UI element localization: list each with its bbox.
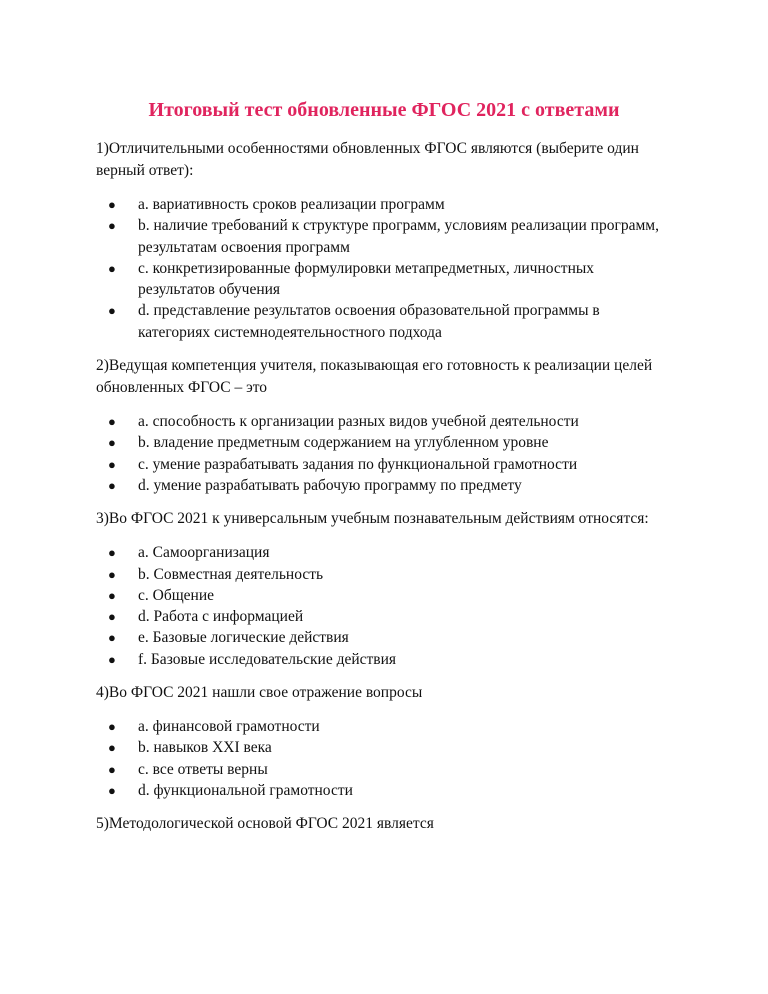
answer-text: a. способность к организации разных видов учебной деятельности	[138, 413, 579, 431]
answer-item	[96, 300, 672, 343]
answer-list	[96, 194, 672, 343]
question-4	[96, 682, 672, 801]
question-2	[96, 355, 672, 496]
answer-text: a. финансовой грамотности	[138, 718, 320, 736]
answer-list	[96, 542, 672, 670]
answer-item	[96, 258, 672, 301]
question-text: 4)Во ФГОС 2021 нашли свое отражение вопросы	[96, 684, 423, 702]
bullet-icon: ●	[108, 477, 116, 493]
answer-text: d. функциональной грамотности	[138, 781, 353, 799]
answer-text: d. представление результатов освоения образовательной программы в категориях системнодеятельностного подхода	[138, 302, 600, 341]
bullet-icon: ●	[108, 651, 116, 667]
bullet-icon: ●	[108, 566, 116, 582]
answer-item	[96, 194, 672, 215]
document-title: Итоговый тест обновленные ФГОС 2021 с ответами	[148, 99, 620, 121]
answer-text: c. все ответы верны	[138, 760, 268, 778]
answer-list	[96, 716, 672, 801]
answer-text: c. Общение	[138, 586, 214, 604]
question-text: 5)Методологической основой ФГОС 2021 является	[96, 815, 434, 833]
answer-text: d. Работа с информацией	[138, 608, 304, 626]
answer-item	[96, 627, 672, 648]
answer-item	[96, 606, 672, 627]
answer-item	[96, 780, 672, 801]
question-1	[96, 138, 672, 343]
question-5	[96, 813, 672, 835]
answer-text: e. Базовые логические действия	[138, 629, 349, 647]
answer-item	[96, 215, 672, 258]
answer-item	[96, 542, 672, 563]
answer-item	[96, 585, 672, 606]
question-3	[96, 508, 672, 670]
answer-text: c. конкретизированные формулировки метапредметных, личностных результатов обучения	[138, 259, 595, 299]
answer-item	[96, 737, 672, 758]
bullet-icon: ●	[108, 630, 116, 646]
question-text: 1)Отличительными особенностями обновленных ФГОС являются (выберите один верный ответ):	[96, 140, 639, 179]
bullet-icon: ●	[108, 197, 116, 212]
bullet-icon: ●	[108, 414, 116, 430]
answer-item	[96, 759, 672, 780]
bullet-icon: ●	[108, 303, 116, 319]
answer-text: f. Базовые исследовательские действия	[138, 650, 397, 668]
bullet-icon: ●	[108, 435, 116, 451]
answer-item	[96, 454, 672, 475]
question-text: 3)Во ФГОС 2021 к универсальным учебным познавательным действиям относятся:	[96, 510, 649, 528]
question-text: 2)Ведущая компетенция учителя, показывающая его готовность к реализации целей обновленных ФГОС – это	[96, 357, 653, 397]
answer-text: d. умение разрабатывать рабочую программу по предмету	[138, 476, 522, 494]
bullet-icon: ●	[108, 609, 116, 625]
answer-text: b. Совместная деятельность	[138, 565, 324, 583]
bullet-icon: ●	[108, 218, 116, 234]
bullet-icon: ●	[108, 782, 116, 798]
answer-text: a. вариативность сроков реализации программ	[138, 196, 445, 213]
answer-text: c. умение разрабатывать задания по функциональной грамотности	[138, 455, 578, 473]
bullet-icon: ●	[108, 260, 116, 276]
answer-item	[96, 432, 672, 453]
answer-item	[96, 716, 672, 737]
bullet-icon: ●	[108, 719, 116, 735]
bullet-icon: ●	[108, 545, 116, 561]
answer-text: a. Самоорганизация	[138, 544, 270, 562]
answer-list	[96, 411, 672, 496]
answer-item	[96, 475, 672, 496]
answer-text: b. владение предметным содержанием на углубленном уровне	[138, 434, 549, 452]
bullet-icon: ●	[108, 587, 116, 603]
answer-item	[96, 564, 672, 585]
bullet-icon: ●	[108, 740, 116, 756]
answer-item	[96, 649, 672, 670]
answer-text: b. наличие требований к структуре программ, условиям реализации программ, результатам освоения программ	[138, 217, 659, 256]
bullet-icon: ●	[108, 761, 116, 777]
bullet-icon: ●	[108, 456, 116, 472]
answer-text: b. навыков XXI века	[138, 739, 272, 757]
answer-item	[96, 411, 672, 432]
